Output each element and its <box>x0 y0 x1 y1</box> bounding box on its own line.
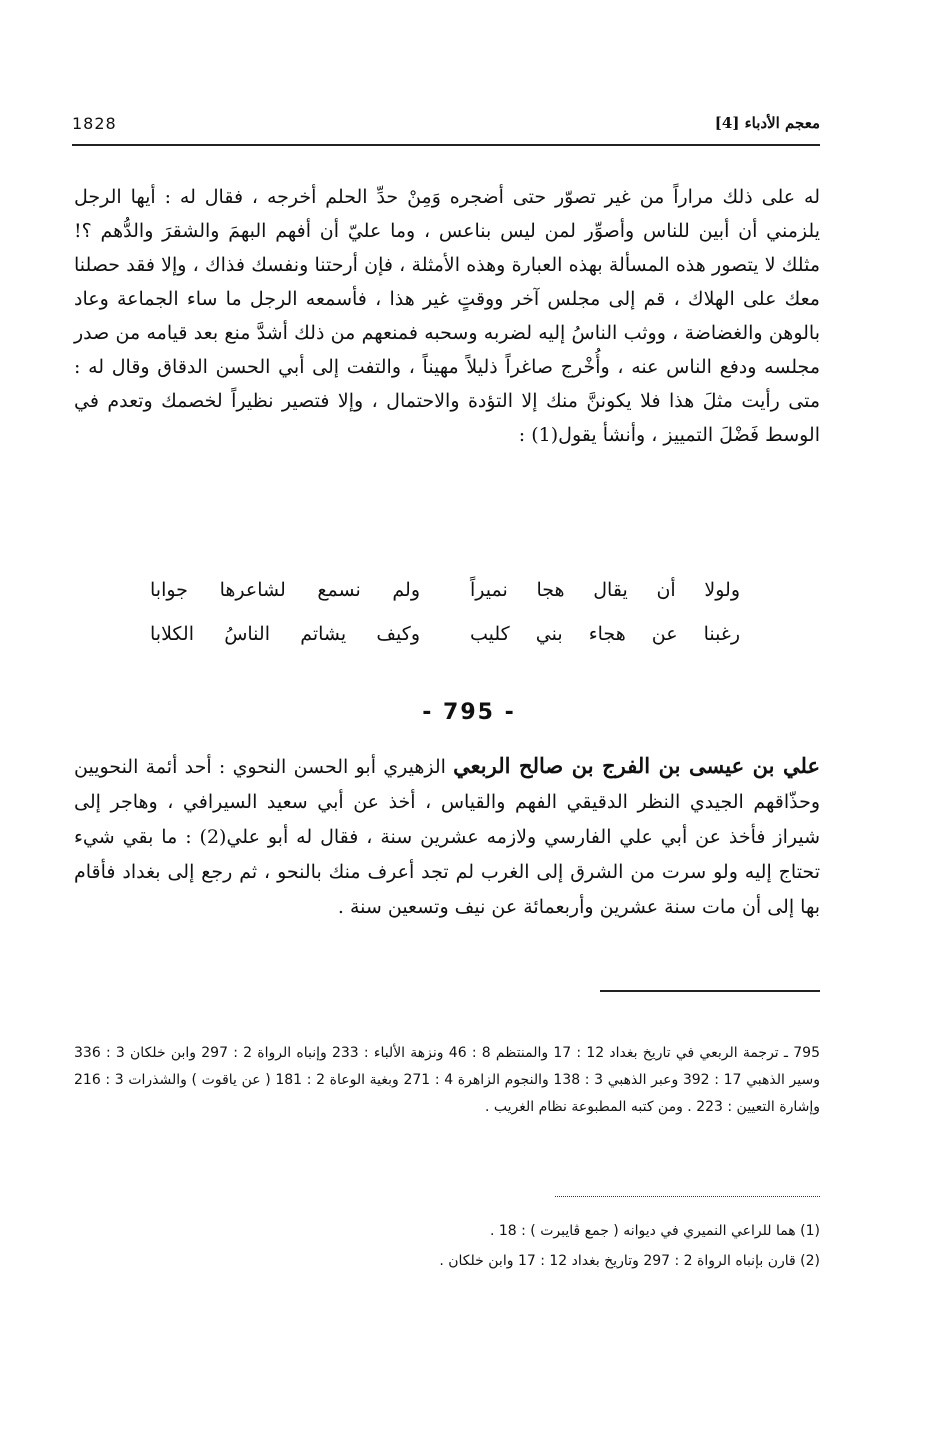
header-rule <box>72 144 820 146</box>
verse-second-hemistich: ولم نسمع لشاعرها جوابا <box>150 579 420 601</box>
main-text <box>74 180 820 452</box>
verse-line <box>150 612 740 656</box>
entry-name: علي بن عيسى بن الفرج بن صالح الربعي <box>453 753 820 778</box>
notes-separator <box>600 990 820 992</box>
verse-first-hemistich: رغبنا عن هجاء بني كليب <box>470 623 740 645</box>
source-note: 795 ـ ترجمة الربعي في تاريخ بغداد 12 : 17 والمنتظم 8 : 46 ونزهة الألباء : 233 وإنباه الرواة 2 : 297 وابن خلكان 3 : 336 وسير الذهبي 17 : 392 وعبر الذهبي 3 : 138 والنجوم الزاهرة 4 : 271 وبغية الوعاة 2 : 181 ( عن ياقوت ) والشذرات 3 : 216 وإشارة التعيين : 223 . ومن كتبه المطبوعة نظام الغريب . <box>74 1045 820 1115</box>
footnote-separator <box>555 1196 820 1197</box>
footnote: (1) هما للراعي النميري في ديوانه ( جمع ڤايبرت ) : 18 . <box>489 1223 820 1239</box>
footnote: (2) قارن بإنباه الرواة 2 : 297 وتاريخ بغداد 12 : 17 وابن خلكان . <box>439 1253 820 1269</box>
source-notes <box>74 1040 820 1121</box>
footnotes <box>74 1216 820 1276</box>
page-header <box>72 108 820 144</box>
verse-second-hemistich: وكيف يشاتم الناسُ الكلابا <box>150 623 420 645</box>
running-title: معجم الأدباء [4] <box>714 114 820 132</box>
poem <box>150 568 740 656</box>
entry-number: - 795 - <box>422 700 516 725</box>
biography-entry <box>74 748 820 925</box>
verse-line <box>150 568 740 612</box>
page-number: 1828 <box>72 114 117 133</box>
body-paragraph: له على ذلك مراراً من غير تصوّر حتى أضجره وَمِنْ حدِّ الحلم أخرجه ، فقال له : أيها الرجل يلزمني أن أبين للناس وأصوِّر لمن ليس بناعس ، وما عليّ أن أفهم البهمَ والشقرَ والدُّهم ؟! مثلك لا يتصور هذه المسألة بهذه العبارة وهذه الأمثلة ، فإن أرحتنا ونفسك فذاك ، وإلا فقد حصلنا معك على الهلاك ، قم إلى مجلس آخر ووقتٍ غير هذا ، فأسمعه الرجل ما ساء الجماعة وعاد بالوهن والغضاضة ، ووثب الناسُ إليه لضربه وسحبه فمنعهم من ذلك أشدَّ منع بعد قيامه من صدر مجلسه ودفع الناس عنه ، وأُخْرج صاغراً ذليلاً مهيناً ، والتفت إلى أبي الحسن الدقاق وقال له : متى رأيت مثلَ هذا فلا يكوننَّ منك إلا التؤدة والاحتمال ، وإلا فتصير نظيراً لخصمك وتعدم في الوسط فَضْلَ التمييز ، وأنشأ يقول(1) : <box>74 186 820 446</box>
verse-first-hemistich: ولولا أن يقال هجا نميراً <box>470 579 740 601</box>
entry-text: الزهيري أبو الحسن النحوي : أحد أئمة النحويين وحذّاقهم الجيدي النظر الدقيقي الفهم والقياس ، أخذ عن أبي سعيد السيرافي ، وهاجر إلى شيراز فأخذ عن أبي علي الفارسي ولازمه عشرين سنة ، فقال له أبو علي(2) : ما بقي شيء تحتاج إليه ولو سرت من الشرق إلى الغرب لم تجد أعرف منك بالنحو ، ثم رجع إلى بغداد فأقام بها إلى أن مات سنة عشرين وأربعمائة عن نيف وتسعين سنة . <box>74 756 820 918</box>
